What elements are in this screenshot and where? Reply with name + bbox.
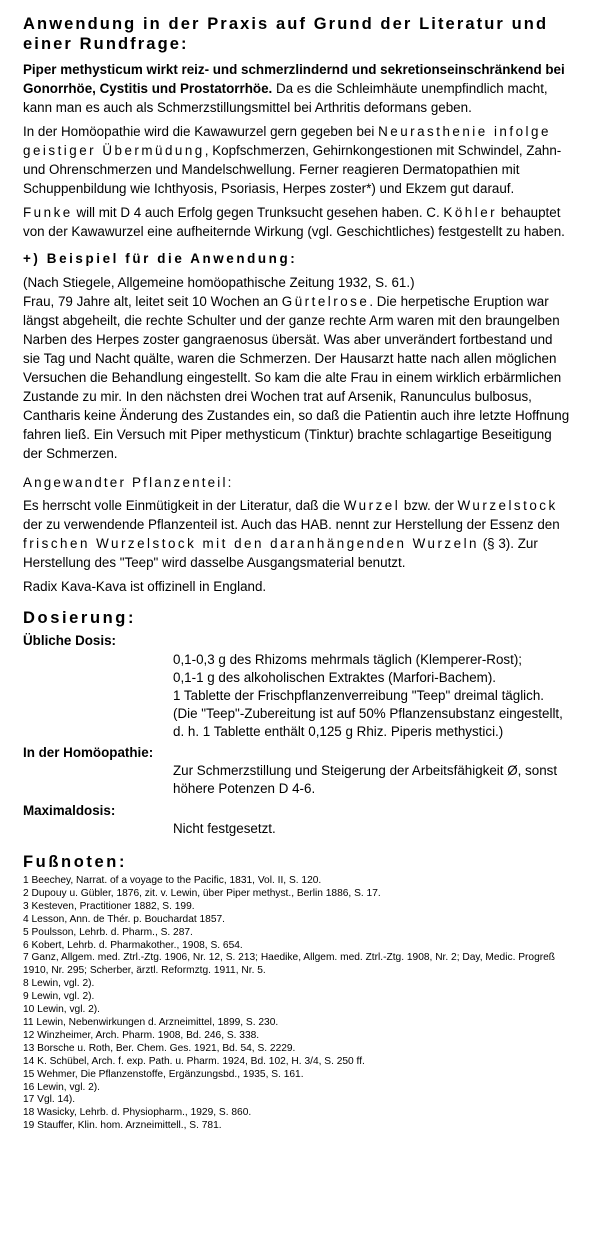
homoeopathy-text-1: In der Homöopathie wird die Kawawurzel gern gegeben bei — [23, 124, 379, 139]
homoeopathy-text-2: , Kopfschmerzen, Gehirnkongestionen mit Schwindel, Zahn- und Ohrenschmerzen und Mandelschwellung. Ferner reagieren Dermatopathien mit Schuppenbildung wie Ichthyosis, Psoriasis, Herpes zoster*) und Ekzem gut darauf. — [23, 143, 562, 196]
homoeopathy-dose-text: Zur Schmerzstillung und Steigerung der Arbeitsfähigkeit Ø, sonst höhere Potenzen D 4-6. — [173, 763, 558, 796]
plant-part-text-1: Es herrscht volle Einmütigkeit in der Literatur, daß die — [23, 498, 344, 513]
example-paragraph — [23, 292, 571, 463]
homoeopathy-paragraph — [23, 122, 571, 198]
footnote-item: 19 Stauffer, Klin. hom. Arzneimittell., S. 781. — [23, 1120, 222, 1132]
intro-bold-text: Piper methysticum wirkt reiz- und schmerzlindernd und sekretionseinschränkend bei Gonorrhöe, Cystitis und Prostatorrhöe. — [23, 62, 565, 96]
footnote-item: 11 Lewin, Nebenwirkungen d. Arzneimittel, 1899, S. 230. — [23, 1016, 279, 1028]
footnotes-heading: Fußnoten: — [23, 853, 128, 871]
usual-dose-line: 0,1-1 g des alkoholischen Extraktes (Marfori-Bachem). — [173, 670, 496, 685]
plant-part-heading: Angewandter Pflanzenteil: — [23, 475, 234, 490]
footnote-item: 18 Wasicky, Lehrb. d. Physiopharm., 1929, S. 860. — [23, 1107, 252, 1119]
footnote-item: 14 K. Schübel, Arch. f. exp. Path. u. Pharm. 1924, Bd. 102, H. 3/4, S. 250 ff. — [23, 1055, 365, 1067]
footnote-item: 4 Lesson, Ann. de Thér. p. Bouchardat 1857. — [23, 913, 226, 925]
usual-dose-label: Übliche Dosis: — [23, 633, 117, 648]
footnote-item: 5 Poulsson, Lehrb. d. Pharm., S. 287. — [23, 926, 193, 938]
plant-part-spaced-3: frischen Wurzelstock mit den daranhängenden Wurzeln — [23, 536, 479, 551]
max-dose-label: Maximaldosis: — [23, 803, 116, 818]
koehler-name: Köhler — [443, 205, 498, 220]
footnote-item: 8 Lewin, vgl. 2). — [23, 978, 95, 990]
usual-dose-list — [23, 651, 571, 741]
plant-part-paragraph — [23, 496, 571, 572]
usual-dose-line: 1 Tablette der Frischpflanzenverreibung "Teep" dreimal täglich. — [173, 688, 545, 703]
footnote-item: 16 Lewin, vgl. 2). — [23, 1081, 101, 1093]
funke-text-2: behauptet von der Kawawurzel eine aufheiternde Wirkung (vgl. Geschichtliches) festgestellt zu haben. — [23, 205, 565, 239]
footnote-item: 6 Kobert, Lehrb. d. Pharmakother., 1908, S. 654. — [23, 939, 243, 951]
dosage-heading: Dosierung: — [23, 609, 137, 627]
example-source: (Nach Stiegele, Allgemeine homöopathische Zeitung 1932, S. 61.) — [23, 275, 415, 290]
example-text-1: Frau, 79 Jahre alt, leitet seit 10 Wochen an — [23, 294, 282, 309]
footnote-item: 17 Vgl. 14). — [23, 1094, 76, 1106]
intro-rest-text: Da es die Schleimhäute unempfindlich macht, kann man es auch als Schmerzstillungsmittel bei Arthritis deformans geben. — [23, 81, 548, 115]
example-heading: +) Beispiel für die Anwendung: — [23, 251, 298, 266]
footnote-item: 9 Lewin, vgl. 2). — [23, 991, 95, 1003]
usual-dose-line: 0,1-0,3 g des Rhizoms mehrmals täglich (Klemperer-Rost); — [173, 652, 523, 667]
footnote-item: 7 Ganz, Allgem. med. Ztrl.-Ztg. 1906, Nr. 12, S. 213; Haedike, Allgem. med. Ztrl.-Ztg. 1908, Nr. 2; Day, Medic. Progreß 1910, Nr. 295; Scherber, ärztl. Reformztg. 1911, Nr. 5. — [23, 952, 556, 977]
plant-part-spaced-1: Wurzel — [343, 498, 401, 513]
example-text-2: . Die herpetische Eruption war längst abgeheilt, die rechte Schulter und der ganze rechte Arm waren mit den braungelben Narben des Herpes zoster gangraenosus übersät. Was aber unverändert fortbestand und sie Tag und Nacht quälte, waren die Schmerzen. Der Hausarzt hatte nach allen möglichen Versuchen die Behandlung eingestellt. So kam die alte Frau in einem wirklich erbärmlichen Zustande zu mir. In den nächsten drei Wochen trat auf Arsenik, Ranunculus bulbosus, Cantharis keine Änderung des Zustandes ein, so daß die Patientin auch ihre letzte Hoffnung fahren ließ. Ein Versuch mit Piper methysticum (Tinktur) brachte schlagartige Beseitigung der Schmerzen. — [23, 294, 570, 461]
intro-paragraph — [23, 60, 571, 117]
footnote-item: 13 Borsche u. Roth, Ber. Chem. Ges. 1921, Bd. 54, S. 2229. — [23, 1042, 296, 1054]
funke-name: Funke — [23, 205, 73, 220]
footnote-item: 2 Dupouy u. Gübler, 1876, zit. v. Lewin, über Piper methyst., Berlin 1886, S. 17. — [23, 887, 381, 899]
funke-text-1: will mit D 4 auch Erfolg gegen Trunksucht gesehen haben. C. — [72, 205, 444, 220]
section-title: Anwendung in der Praxis auf Grund der Literatur und einer Rundfrage: — [23, 15, 549, 53]
plant-part-spaced-2: Wurzelstock — [457, 498, 558, 513]
footnote-item: 12 Winzheimer, Arch. Pharm. 1908, Bd. 246, S. 338. — [23, 1029, 260, 1041]
footnote-item: 1 Beechey, Narrat. of a voyage to the Pacific, 1831, Vol. II, S. 120. — [23, 875, 322, 886]
radix-paragraph: Radix Kava-Kava ist offizinell in England. — [23, 579, 267, 594]
plant-part-text-3: der zu verwendende Pflanzenteil ist. Auch das HAB. nennt zur Herstellung der Essenz den — [23, 517, 560, 532]
homoeopathy-dose-label: In der Homöopathie: — [23, 745, 154, 760]
usual-dose-line: (Die "Teep"-Zubereitung ist auf 50% Pflanzensubstanz eingestellt, d. h. 1 Tablette enthält 0,125 g Rhiz. Piperis methystici.) — [173, 706, 563, 739]
example-spaced-term: Gürtelrose — [281, 294, 370, 309]
footnote-item: 3 Kesteven, Practitioner 1882, S. 199. — [23, 900, 195, 912]
plant-part-text-4: (§ 3). Zur Herstellung des "Teep" wird dasselbe Ausgangsmaterial benutzt. — [23, 536, 538, 570]
footnote-item: 15 Wehmer, Die Pflanzenstoffe, Ergänzungsbd., 1935, S. 161. — [23, 1068, 304, 1080]
footnote-list — [23, 875, 571, 1133]
footnote-item: 10 Lewin, vgl. 2). — [23, 1004, 101, 1016]
plant-part-text-2: bzw. der — [400, 498, 458, 513]
homoeopathy-spaced-term: Neurasthenie infolge geistiger Übermüdung — [23, 124, 551, 158]
max-dose-text: Nicht festgesetzt. — [173, 821, 276, 836]
funke-paragraph — [23, 203, 571, 241]
